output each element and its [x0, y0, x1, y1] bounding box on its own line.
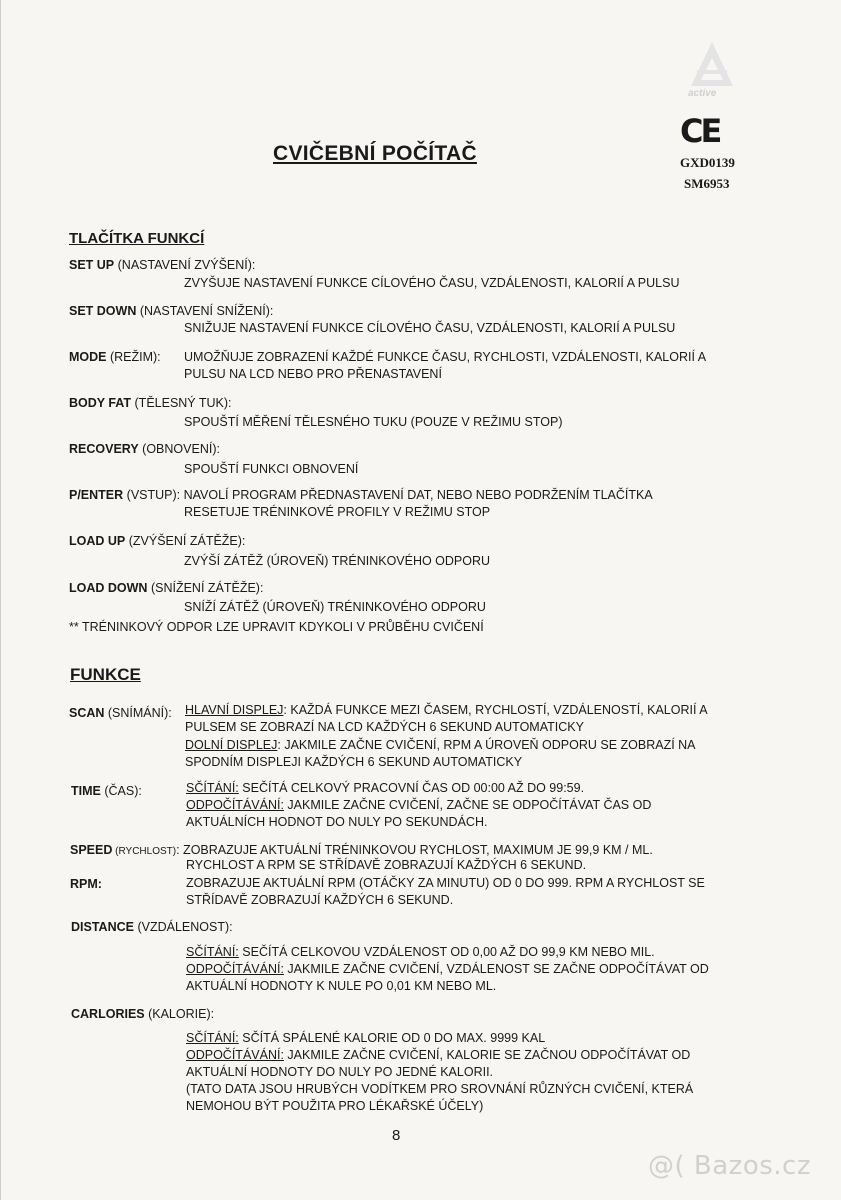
function-scan-label: [69, 706, 172, 720]
sum-text: SČÍTÁ SPÁLENÉ KALORIE OD 0 DO MAX. 9999 KAL: [238, 1031, 546, 1045]
function-rpm-key: RPM:: [70, 877, 102, 891]
function-time-label: [71, 784, 142, 798]
countdown-text: JAKMILE ZAČNE CVIČENÍ, VZDÁLENOST SE ZAČNE ODPOČÍTÁVAT OD: [283, 962, 709, 976]
item-desc: (REŽIM):: [106, 350, 161, 364]
product-code-1: GXD0139: [680, 155, 735, 170]
item-text: SPOUŠTÍ FUNKCI OBNOVENÍ: [184, 462, 359, 476]
distance-sum: [186, 945, 655, 959]
function-key: SCAN: [69, 706, 105, 720]
calories-note-2: NEMOHOU BÝT POUŽITA PRO LÉKAŘSKÉ ÚČELY): [186, 1099, 484, 1113]
function-key: TIME: [71, 784, 101, 798]
item-key: SET UP: [69, 258, 115, 272]
item-text: SNÍŽÍ ZÁTĚŽ (ÚROVEŇ) TRÉNINKOVÉHO ODPORU: [184, 600, 486, 614]
page-title: CVIČEBNÍ POČÍTAČ: [273, 142, 477, 165]
function-speed: [70, 843, 653, 857]
button-item-mode: [69, 350, 161, 364]
countdown-text: JAKMILE ZAČNE CVIČENÍ, KALORIE SE ZAČNOU ODPOČÍTÁVAT OD: [283, 1048, 691, 1062]
distance-countdown: [186, 962, 709, 976]
scan-lower-line2: SPODNÍM DISPLEJI KAŽDÝCH 6 SEKUND AUTOMATICKY: [185, 755, 523, 769]
section-heading-buttons: TLAČÍTKA FUNKCÍ: [69, 230, 205, 247]
calories-sum: [186, 1031, 545, 1045]
calories-countdown-line2: AKTUÁLNÍ HODNOTY DO NULY PO JEDNÉ KALORII.: [186, 1065, 494, 1079]
item-key: MODE: [69, 350, 107, 364]
page-edge-shadow: [0, 0, 1, 1200]
function-desc: (SNÍMÁNÍ):: [104, 706, 172, 720]
item-key: RECOVERY: [69, 442, 139, 456]
speed-text: : ZOBRAZUJE AKTUÁLNÍ TRÉNINKOVOU RYCHLOST, MAXIMUM JE 99,9 KM / ML.: [176, 843, 653, 857]
rpm-text: ZOBRAZUJE AKTUÁLNÍ RPM (OTÁČKY ZA MINUTU) OD 0 DO 999. RPM A RYCHLOST SE: [186, 876, 705, 890]
function-key: CARLORIES: [71, 1007, 145, 1021]
time-countdown: [186, 798, 651, 812]
button-item-recovery: [69, 442, 220, 456]
product-code-2: SM6953: [684, 176, 730, 191]
item-text: ZVYŠUJE NASTAVENÍ FUNKCE CÍLOVÉHO ČASU, VZDÁLENOSTI, KALORIÍ A PULSU: [184, 276, 680, 290]
button-item-bodyfat: [69, 396, 232, 410]
distance-countdown-line2: AKTUÁLNÍ HODNOTY K NULE PO 0,01 KM NEBO ML.: [186, 979, 497, 993]
item-text: ZVÝŠÍ ZÁTĚŽ (ÚROVEŇ) TRÉNINKOVÉHO ODPORU: [184, 554, 491, 568]
button-item-penter: [69, 488, 653, 502]
ce-mark: CE: [680, 112, 720, 150]
scan-lower-display: [185, 738, 696, 752]
function-desc: (RYCHLOST): [112, 846, 177, 857]
speed-line2: RYCHLOST A RPM SE STŘÍDAVĚ ZOBRAZUJÍ KAŽDÝCH 6 SEKUND.: [186, 858, 587, 872]
countdown-label: ODPOČÍTÁVÁNÍ:: [186, 962, 284, 976]
scan-main-display: [185, 703, 708, 717]
function-calories-label: [71, 1007, 214, 1021]
sum-text: SEČÍTÁ CELKOVÝ PRACOVNÍ ČAS OD 00:00 AŽ DO 99:59.: [238, 781, 585, 795]
function-key: DISTANCE: [71, 920, 134, 934]
item-key: LOAD DOWN: [69, 581, 148, 595]
item-key: LOAD UP: [69, 534, 126, 548]
sum-text: SEČÍTÁ CELKOVOU VZDÁLENOST OD 0,00 AŽ DO 99,9 KM NEBO MIL.: [238, 945, 655, 959]
item-desc: (SNÍŽENÍ ZÁTĚŽE):: [147, 581, 264, 595]
countdown-label: ODPOČÍTÁVÁNÍ:: [186, 798, 284, 812]
calories-countdown: [186, 1048, 690, 1062]
main-display-label: HLAVNÍ DISPLEJ: [185, 703, 284, 717]
item-desc: (NASTAVENÍ SNÍŽENÍ):: [136, 304, 274, 318]
item-text: PULSU NA LCD NEBO PRO PŘENASTAVENÍ: [184, 367, 442, 381]
button-item-setdown: [69, 304, 273, 318]
main-display-text: : KAŽDÁ FUNKCE MEZI ČASEM, RYCHLOSTÍ, VZDÁLENOSTÍ, KALORIÍ A: [283, 703, 708, 717]
lower-display-label: DOLNÍ DISPLEJ: [185, 738, 278, 752]
page-number: 8: [392, 1127, 401, 1144]
function-key: SPEED: [70, 843, 113, 857]
function-distance-label: [71, 920, 233, 934]
item-key: P/ENTER: [69, 488, 124, 502]
item-text: RESETUJE TRÉNINKOVÉ PROFILY V REŽIMU STOP: [184, 505, 491, 519]
item-key: BODY FAT: [69, 396, 132, 410]
scan-main-line2: PULSEM SE ZOBRAZÍ NA LCD KAŽDÝCH 6 SEKUND AUTOMATICKY: [185, 720, 584, 734]
logo-text: active: [688, 88, 717, 99]
function-desc: (KALORIE):: [144, 1007, 215, 1021]
button-item-setup: [69, 258, 255, 272]
item-text: UMOŽŇUJE ZOBRAZENÍ KAŽDÉ FUNKCE ČASU, RYCHLOSTI, VZDÁLENOSTI, KALORIÍ A: [184, 350, 707, 364]
item-desc: (NASTAVENÍ ZVÝŠENÍ):: [114, 258, 256, 272]
item-desc: (TĚLESNÝ TUK):: [131, 396, 232, 410]
item-desc: (ZVÝŠENÍ ZÁTĚŽE):: [125, 534, 246, 548]
calories-note-1: (TATO DATA JSOU HRUBÝCH VODÍTKEM PRO SROVNÁNÍ RŮZNÝCH CVIČENÍ, KTERÁ: [186, 1082, 694, 1096]
function-desc: (ČAS):: [100, 784, 142, 798]
item-text: SPOUŠTÍ MĚŘENÍ TĚLESNÉHO TUKU (POUZE V REŽIMU STOP): [184, 415, 563, 429]
item-desc: (OBNOVENÍ):: [138, 442, 220, 456]
time-sum: [186, 781, 584, 795]
sum-label: SČÍTÁNÍ:: [186, 945, 239, 959]
rpm-line2: STŘÍDAVĚ ZOBRAZUJÍ KAŽDÝCH 6 SEKUND.: [186, 893, 454, 907]
button-item-loadup: [69, 534, 245, 548]
watermark: @( Bazos.cz: [648, 1151, 811, 1181]
lower-display-text: : JAKMILE ZAČNE CVIČENÍ, RPM A ÚROVEŇ ODPORU SE ZOBRAZÍ NA: [277, 738, 696, 752]
item-text: SNIŽUJE NASTAVENÍ FUNKCE CÍLOVÉHO ČASU, VZDÁLENOSTI, KALORIÍ A PULSU: [184, 321, 676, 335]
sum-label: SČÍTÁNÍ:: [186, 1031, 239, 1045]
function-desc: (VZDÁLENOST):: [133, 920, 233, 934]
countdown-label: ODPOČÍTÁVÁNÍ:: [186, 1048, 284, 1062]
item-desc: (VSTUP): NAVOLÍ PROGRAM PŘEDNASTAVENÍ DAT, NEBO NEBO PODRŽENÍM TLAČÍTKA: [123, 488, 653, 502]
section-heading-functions: FUNKCE: [70, 665, 141, 684]
item-key: SET DOWN: [69, 304, 137, 318]
footnote: ** TRÉNINKOVÝ ODPOR LZE UPRAVIT KDYKOLI V PRŮBĚHU CVIČENÍ: [69, 620, 484, 634]
countdown-text: JAKMILE ZAČNE CVIČENÍ, ZAČNE SE ODPOČÍTÁVAT ČAS OD: [283, 798, 652, 812]
time-countdown-line2: AKTUÁLNÍCH HODNOT DO NULY PO SEKUNDÁCH.: [186, 815, 488, 829]
sum-label: SČÍTÁNÍ:: [186, 781, 239, 795]
button-item-loaddown: [69, 581, 263, 595]
